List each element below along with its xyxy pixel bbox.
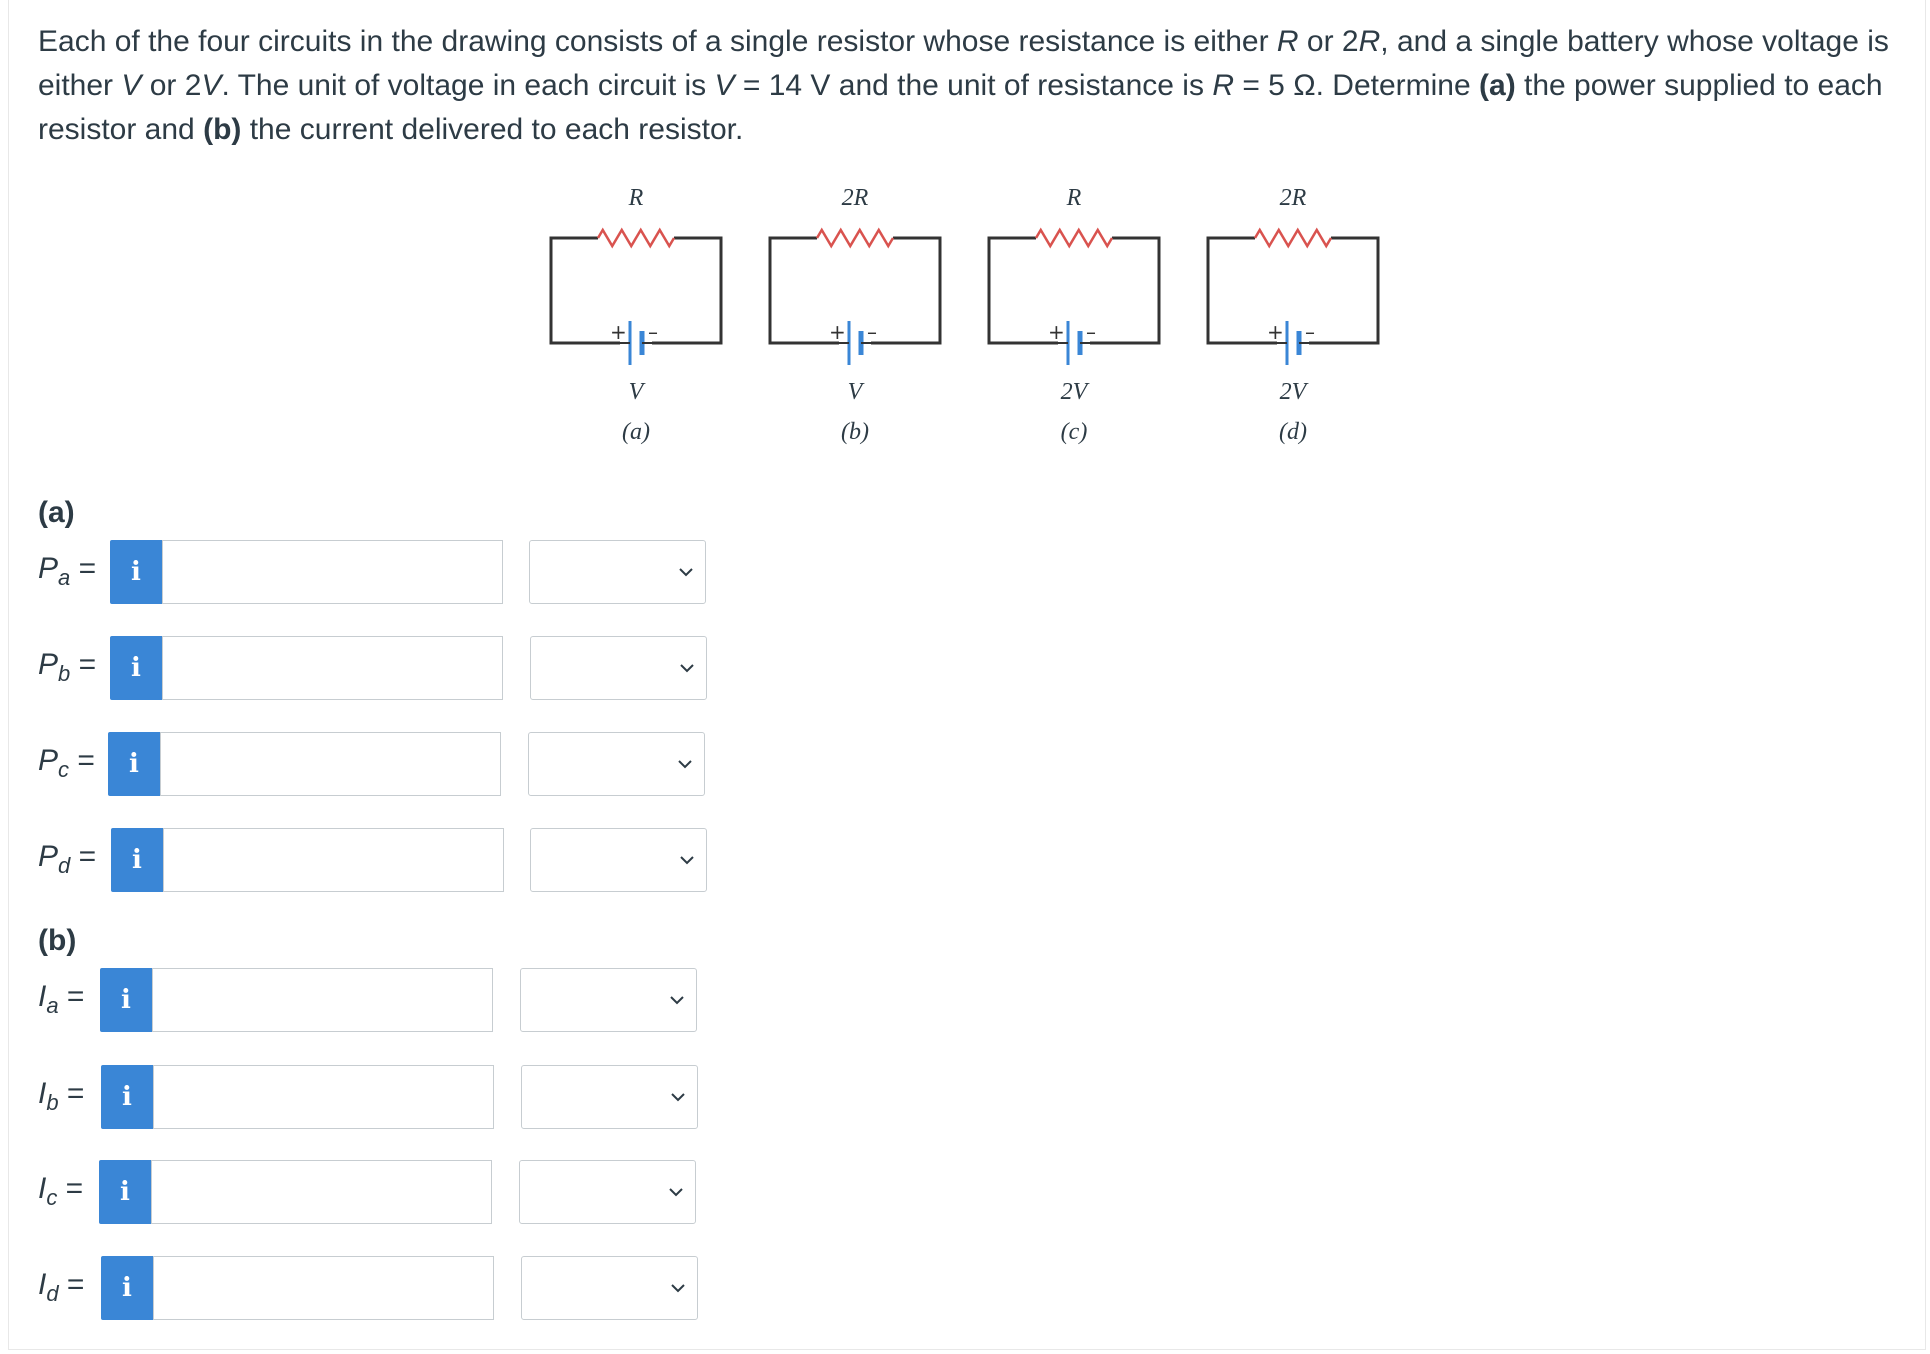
variable-label: [38, 552, 96, 591]
answer-value-input[interactable]: [153, 1256, 494, 1320]
answer-value-input[interactable]: [151, 1160, 492, 1224]
chevron-down-icon: [678, 851, 696, 869]
equals-sign: =: [58, 1077, 85, 1110]
chevron-down-icon: [676, 755, 694, 773]
answer-value-input[interactable]: [152, 968, 493, 1032]
equals-sign: =: [70, 840, 97, 873]
variable-symbol: P: [38, 648, 59, 681]
resistor-icon: [598, 230, 674, 246]
circuit-d: [1197, 175, 1397, 455]
minus-sign: –: [648, 320, 658, 344]
info-icon: i: [120, 1177, 130, 1207]
problem-text-part: = 14 V and the unit of resistance is: [734, 69, 1213, 102]
circuit-b: [759, 175, 959, 455]
section-b-label: (b): [38, 924, 77, 957]
section-a-label: (a): [38, 496, 75, 529]
info-button[interactable]: [101, 1256, 153, 1320]
info-button[interactable]: [99, 1160, 151, 1224]
equals-sign: =: [58, 1268, 85, 1301]
resistor-icon: [1255, 230, 1331, 246]
equals-sign: =: [57, 1172, 84, 1205]
answer-value-input[interactable]: [163, 828, 504, 892]
variable-label: [38, 744, 95, 783]
variable-subscript: a: [46, 993, 59, 1018]
circuit-wire: [989, 238, 1159, 343]
info-icon: i: [131, 653, 141, 683]
unit-dropdown[interactable]: [528, 732, 705, 796]
answer-row-i-a: [38, 968, 738, 1032]
problem-text: [38, 20, 1898, 152]
problem-text-part: Each of the four circuits in the drawing consists of a single resistor whose resistance is either: [38, 25, 1277, 58]
unit-dropdown[interactable]: [521, 1065, 698, 1129]
answer-value-input[interactable]: [162, 540, 503, 604]
answer-value-input[interactable]: [162, 636, 503, 700]
info-icon: i: [132, 845, 142, 875]
plus-sign: +: [1267, 320, 1284, 344]
unit-dropdown[interactable]: [529, 540, 706, 604]
unit-dropdown[interactable]: [521, 1256, 698, 1320]
minus-sign: –: [1086, 320, 1096, 344]
symbol-v: V: [201, 69, 222, 102]
answer-row-p-a: [38, 540, 738, 604]
info-button[interactable]: [111, 828, 163, 892]
resistor-label: 2R: [841, 185, 869, 211]
info-button[interactable]: [110, 540, 162, 604]
variable-symbol: P: [38, 552, 59, 585]
minus-sign: –: [867, 320, 877, 344]
variable-subscript: b: [58, 661, 71, 686]
problem-text-part: , and a single battery whose voltage is either: [38, 25, 1889, 102]
answer-row-p-c: [38, 732, 738, 796]
circuit-caption: (b): [841, 419, 869, 445]
variable-symbol: P: [38, 744, 59, 777]
answer-value-input[interactable]: [160, 732, 501, 796]
resistor-icon: [817, 230, 893, 246]
info-icon: i: [122, 1273, 132, 1303]
problem-text-part: the power supplied to each resistor and: [38, 69, 1883, 146]
info-button[interactable]: [110, 636, 162, 700]
problem-text-part: or 2: [141, 69, 202, 102]
info-icon: i: [129, 749, 139, 779]
equals-sign: =: [58, 980, 85, 1013]
circuit-wire: [770, 238, 940, 343]
info-icon: i: [121, 985, 131, 1015]
resistor-label: R: [1066, 185, 1082, 211]
variable-symbol: P: [38, 840, 59, 873]
chevron-down-icon: [677, 563, 695, 581]
variable-subscript: c: [46, 1185, 58, 1210]
variable-subscript: d: [46, 1281, 59, 1306]
answer-row-i-b: [38, 1065, 738, 1129]
plus-sign: +: [829, 320, 846, 344]
variable-label: [38, 840, 96, 879]
battery-label: V: [628, 379, 644, 405]
answer-row-i-c: [38, 1160, 738, 1224]
circuit-wire: [1208, 238, 1378, 343]
symbol-v: V: [121, 69, 142, 102]
variable-symbol: I: [38, 1268, 47, 1301]
variable-subscript: a: [58, 565, 71, 590]
info-button[interactable]: [108, 732, 160, 796]
variable-subscript: b: [46, 1090, 59, 1115]
unit-dropdown[interactable]: [530, 636, 707, 700]
battery-label: 2V: [1060, 379, 1088, 405]
chevron-down-icon: [667, 1183, 685, 1201]
chevron-down-icon: [678, 659, 696, 677]
equals-sign: =: [70, 552, 97, 585]
answer-value-input[interactable]: [153, 1065, 494, 1129]
circuit-caption: (d): [1279, 419, 1307, 445]
answer-row-i-d: [38, 1256, 738, 1320]
resistor-icon: [1036, 230, 1112, 246]
variable-label: [38, 648, 96, 687]
part-b-marker: (b): [203, 113, 242, 146]
circuits-figure: [540, 175, 1420, 455]
problem-text-part: or 2: [1298, 25, 1359, 58]
resistor-label: R: [628, 185, 644, 211]
variable-symbol: I: [38, 980, 47, 1013]
variable-label: [38, 1172, 83, 1211]
chevron-down-icon: [669, 1088, 687, 1106]
info-button[interactable]: [100, 968, 152, 1032]
symbol-r: R: [1276, 25, 1299, 58]
problem-text-part: . The unit of voltage in each circuit is: [221, 69, 715, 102]
problem-text-part: = 5 Ω. Determine: [1233, 69, 1480, 102]
battery-label: V: [847, 379, 863, 405]
chevron-down-icon: [669, 1279, 687, 1297]
variable-label: [38, 1268, 84, 1307]
variable-symbol: I: [38, 1077, 47, 1110]
resistor-label: 2R: [1279, 185, 1307, 211]
circuit-a: [540, 175, 740, 455]
battery-label: 2V: [1279, 379, 1307, 405]
problem-text-part: the current delivered to each resistor.: [241, 113, 744, 146]
unit-dropdown[interactable]: [519, 1160, 696, 1224]
equals-sign: =: [69, 744, 95, 777]
plus-sign: +: [1048, 320, 1065, 344]
variable-subscript: d: [58, 853, 71, 878]
chevron-down-icon: [668, 991, 686, 1009]
answer-row-p-b: [38, 636, 738, 700]
variable-label: [38, 980, 84, 1019]
info-icon: i: [131, 557, 141, 587]
plus-sign: +: [610, 320, 627, 344]
unit-dropdown[interactable]: [520, 968, 697, 1032]
symbol-v: V: [714, 69, 735, 102]
variable-label: [38, 1077, 84, 1116]
equals-sign: =: [70, 648, 97, 681]
circuit-caption: (c): [1060, 419, 1088, 445]
symbol-r: R: [1212, 69, 1234, 102]
circuit-c: [978, 175, 1178, 455]
unit-dropdown[interactable]: [530, 828, 707, 892]
symbol-r: R: [1358, 25, 1381, 58]
variable-symbol: I: [38, 1172, 47, 1205]
answer-row-p-d: [38, 828, 738, 892]
circuit-wire: [551, 238, 721, 343]
variable-subscript: c: [58, 757, 70, 782]
part-a-marker: (a): [1479, 69, 1516, 102]
info-button[interactable]: [101, 1065, 153, 1129]
circuit-caption: (a): [622, 419, 650, 445]
info-icon: i: [122, 1082, 132, 1112]
minus-sign: –: [1305, 320, 1315, 344]
